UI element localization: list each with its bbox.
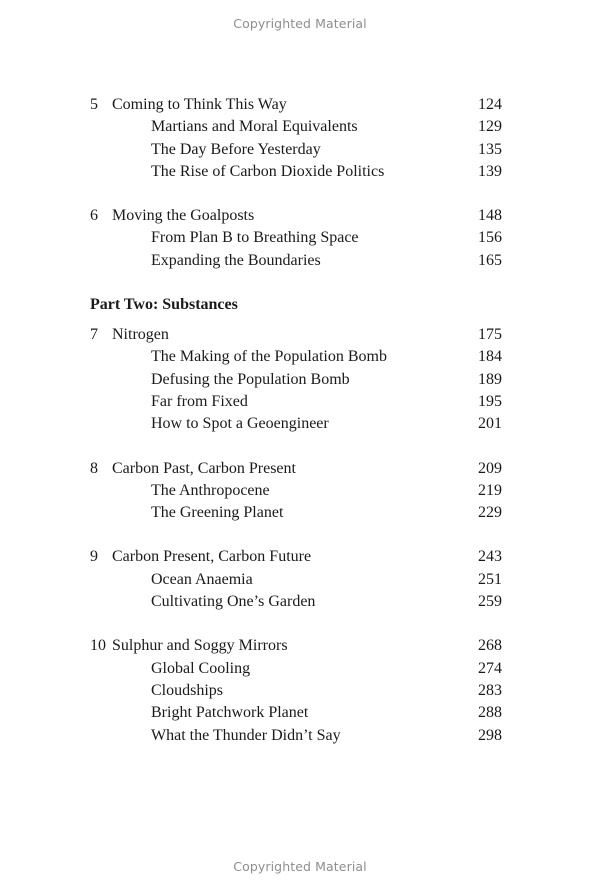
section-page-number: 189 bbox=[478, 370, 502, 388]
section-page-number: 283 bbox=[478, 681, 502, 699]
section-title: Bright Patchwork Planet bbox=[151, 704, 309, 722]
section-title: Global Cooling bbox=[151, 659, 251, 677]
section-page-number: 259 bbox=[478, 593, 502, 611]
chapter-title: Carbon Present, Carbon Future bbox=[112, 548, 312, 566]
chapter-page-number: 243 bbox=[478, 548, 502, 566]
section-page-number: 298 bbox=[478, 726, 502, 744]
section-page-number: 139 bbox=[478, 162, 502, 180]
chapter-group-part-one bbox=[90, 94, 502, 272]
section-page-number: 165 bbox=[478, 251, 502, 269]
section-page-number: 229 bbox=[478, 504, 502, 522]
section-page-number: 184 bbox=[478, 348, 502, 366]
chapter-group-part-two bbox=[90, 324, 502, 747]
chapter-page-number: 209 bbox=[478, 459, 502, 477]
section-row bbox=[90, 250, 502, 272]
chapter-row bbox=[90, 205, 502, 227]
section-title: Cultivating One’s Garden bbox=[151, 593, 316, 611]
chapter-entry bbox=[90, 205, 502, 272]
section-page-number: 219 bbox=[478, 481, 502, 499]
section-row bbox=[90, 391, 502, 413]
section-page-number: 195 bbox=[478, 392, 502, 410]
chapter-number: 9 bbox=[90, 548, 98, 566]
section-title: The Making of the Population Bomb bbox=[151, 348, 387, 366]
section-title: The Anthropocene bbox=[151, 481, 270, 499]
section-row bbox=[90, 569, 502, 591]
section-row bbox=[90, 227, 502, 249]
chapter-number: 7 bbox=[90, 326, 98, 344]
chapter-title: Nitrogen bbox=[112, 326, 169, 344]
part-heading: Part Two: Substances bbox=[90, 296, 238, 314]
section-row bbox=[90, 480, 502, 502]
chapter-title: Moving the Goalposts bbox=[112, 207, 255, 225]
chapter-row bbox=[90, 94, 502, 116]
section-title: From Plan B to Breathing Space bbox=[151, 229, 359, 247]
section-title: What the Thunder Didn’t Say bbox=[151, 726, 341, 744]
section-title: The Greening Planet bbox=[151, 504, 284, 522]
section-title: Martians and Moral Equivalents bbox=[151, 118, 358, 136]
chapter-page-number: 148 bbox=[478, 207, 502, 225]
watermark-top: Copyrighted Material bbox=[233, 16, 367, 31]
section-page-number: 201 bbox=[478, 415, 502, 433]
chapter-row bbox=[90, 546, 502, 568]
section-row bbox=[90, 139, 502, 161]
chapter-number: 10 bbox=[90, 637, 106, 655]
section-page-number: 251 bbox=[478, 570, 502, 588]
chapter-entry bbox=[90, 458, 502, 525]
section-title: Defusing the Population Bomb bbox=[151, 370, 350, 388]
section-row bbox=[90, 369, 502, 391]
chapter-title: Coming to Think This Way bbox=[112, 96, 287, 113]
section-row bbox=[90, 725, 502, 747]
section-title: The Rise of Carbon Dioxide Politics bbox=[151, 162, 385, 180]
section-title: Ocean Anaemia bbox=[151, 570, 253, 588]
section-page-number: 288 bbox=[478, 704, 502, 722]
chapter-page-number: 268 bbox=[478, 637, 502, 655]
section-title: Expanding the Boundaries bbox=[151, 251, 321, 269]
section-row bbox=[90, 702, 502, 724]
watermark-bottom: Copyrighted Material bbox=[233, 859, 367, 874]
table-of-contents bbox=[90, 94, 502, 769]
chapter-row bbox=[90, 458, 502, 480]
section-row bbox=[90, 346, 502, 368]
section-page-number: 129 bbox=[478, 118, 502, 136]
section-row bbox=[90, 161, 502, 183]
chapter-page-number: 124 bbox=[478, 96, 502, 113]
chapter-row bbox=[90, 635, 502, 657]
section-title: The Day Before Yesterday bbox=[151, 140, 321, 158]
chapter-entry bbox=[90, 635, 502, 746]
chapter-title: Sulphur and Soggy Mirrors bbox=[112, 637, 288, 655]
section-row bbox=[90, 680, 502, 702]
chapter-number: 8 bbox=[90, 459, 98, 477]
section-row bbox=[90, 413, 502, 435]
section-row bbox=[90, 502, 502, 524]
section-row bbox=[90, 591, 502, 613]
chapter-title: Carbon Past, Carbon Present bbox=[112, 459, 296, 477]
chapter-page-number: 175 bbox=[478, 326, 502, 344]
section-page-number: 274 bbox=[478, 659, 502, 677]
section-page-number: 135 bbox=[478, 140, 502, 158]
chapter-entry bbox=[90, 94, 502, 183]
chapter-number: 5 bbox=[90, 96, 98, 113]
chapter-row bbox=[90, 324, 502, 346]
chapter-number: 6 bbox=[90, 207, 98, 225]
section-page-number: 156 bbox=[478, 229, 502, 247]
section-title: How to Spot a Geoengineer bbox=[151, 415, 329, 433]
section-row bbox=[90, 658, 502, 680]
chapter-entry bbox=[90, 546, 502, 613]
section-title: Far from Fixed bbox=[151, 392, 248, 410]
section-title: Cloudships bbox=[151, 681, 224, 699]
chapter-entry bbox=[90, 324, 502, 435]
section-row bbox=[90, 116, 502, 138]
